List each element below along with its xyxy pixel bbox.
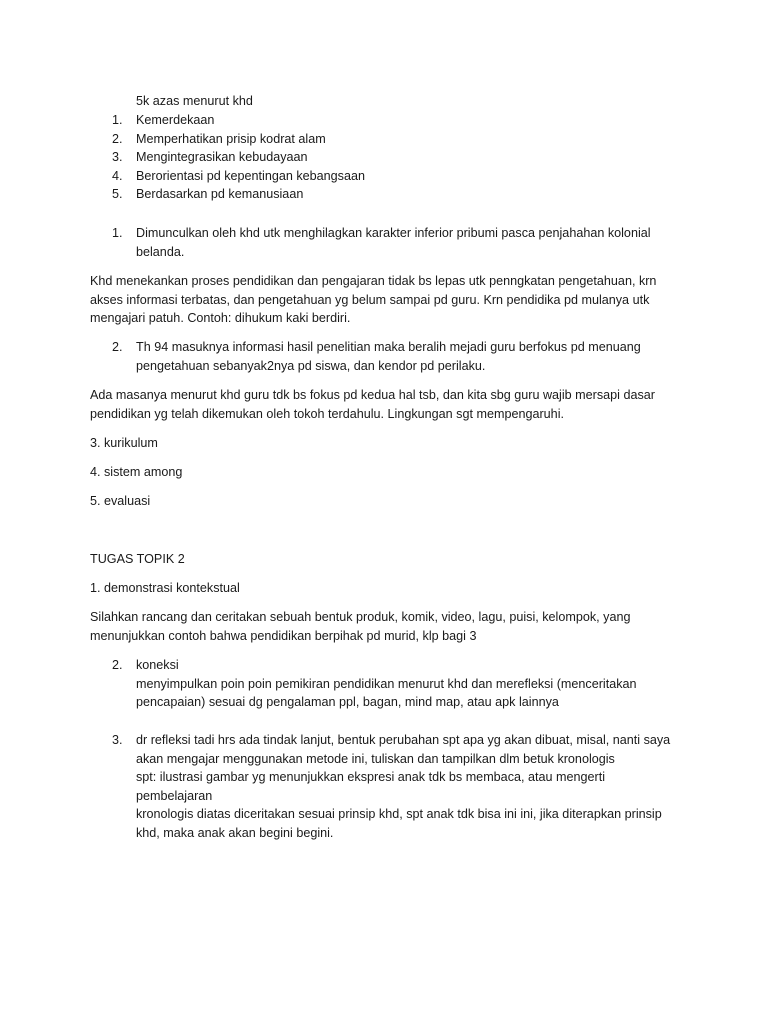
tugas-item-2: [0, 656, 768, 712]
list-item-text: Kemerdekaan: [136, 113, 215, 127]
tugas-item-2-text: menyimpulkan poin poin pemikiran pendidikan menurut khd dan merefleksi (menceritakan pencapaian) sesuai dg pengalaman ppl, bagan, mind map, atau apk lainnya: [136, 676, 637, 710]
list-item-text: Berdasarkan pd kemanusiaan: [136, 187, 304, 202]
tugas-item-2-number: 2.: [112, 658, 123, 672]
tugas-item-3-line-3: kronologis diatas diceritakan sesuai prinsip khd, spt anak tdk bisa ini ini, jika diterapkan prinsip khd, maka anak akan begini begini.: [136, 807, 662, 840]
list-item: [0, 148, 681, 167]
point-1-text: Dimunculkan oleh khd utk menghilagkan karakter inferior pribumi pasca penjahahan kolonial belanda.: [136, 226, 651, 259]
list-item-text: Mengintegrasikan kebudayaan: [136, 150, 308, 165]
tugas-item-1-text: Silahkan rancang dan ceritakan sebuah bentuk produk, komik, video, lagu, puisi, kelompok, yang menunjukkan contoh bahwa pendidikan berpihak pd murid, klp bagi 3: [90, 610, 631, 643]
paragraph-2: Ada masanya menurut khd guru tdk bs fokus pd kedua hal tsb, dan kita sbg guru wajib mersapi dasar pendidikan yg telah dikemukan oleh tokoh terdahulu. Lingkungan sgt mempengaruhi.: [90, 388, 655, 421]
tugas-item-3-number: 3.: [112, 733, 123, 747]
point-2-text: Th 94 masuknya informasi hasil penelitian maka beralih mejadi guru berfokus pd menuang pengetahuan sebanyak2nya pd siswa, dan kendor pd perilaku.: [136, 340, 641, 373]
list-item: [0, 167, 681, 186]
point-2-number: 2.: [112, 340, 123, 354]
list-item-number: 3.: [112, 150, 123, 165]
list-item-text: Berorientasi pd kepentingan kebangsaan: [136, 168, 365, 183]
line-evaluasi: 5. evaluasi: [90, 494, 151, 508]
list-item-number: 5.: [112, 187, 123, 202]
list-item: [0, 111, 681, 130]
point-1-item: [0, 224, 681, 261]
tugas-item-3: [0, 731, 768, 843]
tugas-item-3-content: [0, 731, 681, 843]
point-2-item: [0, 338, 681, 375]
list-item: [0, 185, 681, 204]
tugas-item-3-line-2: spt: ilustrasi gambar yg menunjukkan ekspresi anak tdk bs membaca, atau mengerti pembelajaran: [136, 770, 605, 803]
line-sistem-among: 4. sistem among: [90, 465, 183, 479]
tugas-item-3-line-1: dr refleksi tadi hrs ada tindak lanjut, bentuk perubahan spt apa yg akan dibuat, misal, nanti saya akan mengajar menggunakan metode ini, tuliskan dan tampilkan dlm betuk kronologis: [136, 733, 671, 766]
list-item-number: 2.: [112, 131, 123, 146]
tugas-item-2-content: [0, 656, 681, 712]
azas-list: [0, 111, 768, 204]
list-item-number: 1.: [112, 113, 123, 127]
point-2: [0, 338, 768, 375]
list-item: [0, 130, 681, 149]
list-item-text: Memperhatikan prisip kodrat alam: [136, 131, 326, 146]
tugas-title: TUGAS TOPIK 2: [90, 552, 185, 566]
azas-heading: 5k azas menurut khd: [136, 94, 253, 108]
tugas-item-1-title: 1. demonstrasi kontekstual: [90, 581, 240, 595]
list-item-number: 4.: [112, 168, 123, 183]
tugas-item-2-title: koneksi: [136, 658, 179, 672]
point-1: [0, 224, 768, 261]
paragraph-1: Khd menekankan proses pendidikan dan pengajaran tidak bs lepas utk penngkatan pengetahuan, krn akses informasi terbatas, dan pengetahuan yg belum sampai pd guru. Krn pendidika pd mulanya utk mengajari patuh. Contoh: dihukum kaki berdiri.: [90, 274, 657, 326]
line-kurikulum: 3. kurikulum: [90, 436, 158, 450]
point-1-number: 1.: [112, 226, 123, 240]
